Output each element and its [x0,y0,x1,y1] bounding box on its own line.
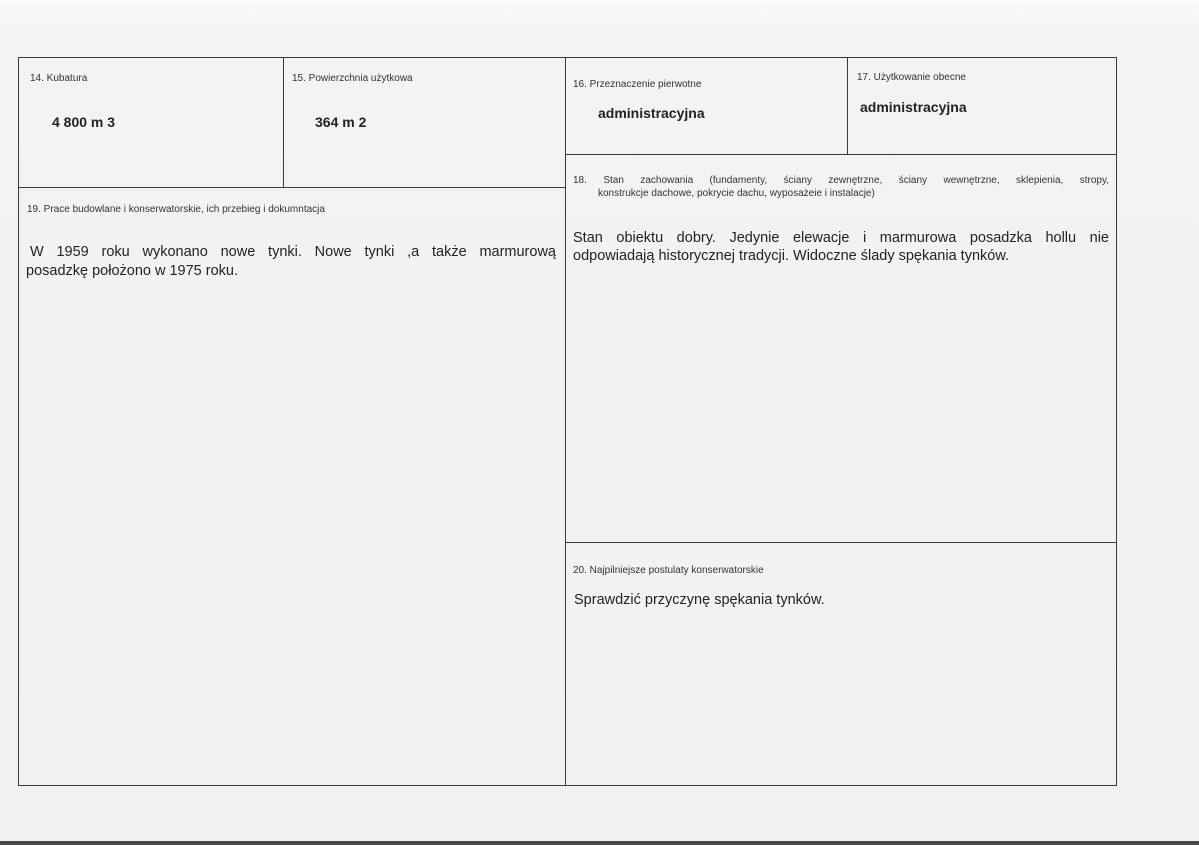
scan-edge [0,841,1199,845]
stan-text-line2: odpowiadają historycznej tradycji. Widoczne ślady spękania tynków. [573,248,1010,264]
kubatura-label: 14. Kubatura [30,73,88,84]
divider [847,57,848,155]
przeznaczenie-value: administracyjna [598,105,705,121]
prace-label: 19. Prace budowlane i konserwatorskie, ich przebieg i dokumntacja [27,204,325,215]
divider [283,57,284,187]
stan-label-line2: konstrukcje dachowe, pokrycie dachu, wyposażeie i instalacje) [598,188,875,199]
stan-text-line1: Stan obiektu dobry. Jedynie elewacje i marmurowa posadzka hollu nie [573,230,1109,246]
prace-text-line2: posadzkę położono w 1975 roku. [26,263,239,279]
uzytkowanie-label: 17. Użytkowanie obecne [857,72,966,83]
kubatura-value: 4 800 m 3 [52,114,116,130]
uzytkowanie-value: administracyjna [860,99,967,115]
divider [18,187,566,188]
powierzchnia-label: 15. Powierzchnia użytkowa [292,73,413,84]
divider [565,57,566,786]
przeznaczenie-label: 16. Przeznaczenie pierwotne [573,79,702,90]
divider [565,154,1117,155]
prace-text-line1: W 1959 roku wykonano nowe tynki. Nowe tynki ,a także marmurową [30,244,556,260]
postulaty-text: Sprawdzić przyczynę spękania tynków. [574,592,825,608]
postulaty-label: 20. Najpilniejsze postulaty konserwatorskie [573,565,764,576]
powierzchnia-value: 364 m 2 [315,114,367,130]
divider [565,542,1117,543]
form-frame [18,57,1117,786]
stan-label-line1: 18. Stan zachowania (fundamenty, ściany zewnętrzne, ściany wewnętrzne, sklepienia, stropy, [573,175,1109,186]
